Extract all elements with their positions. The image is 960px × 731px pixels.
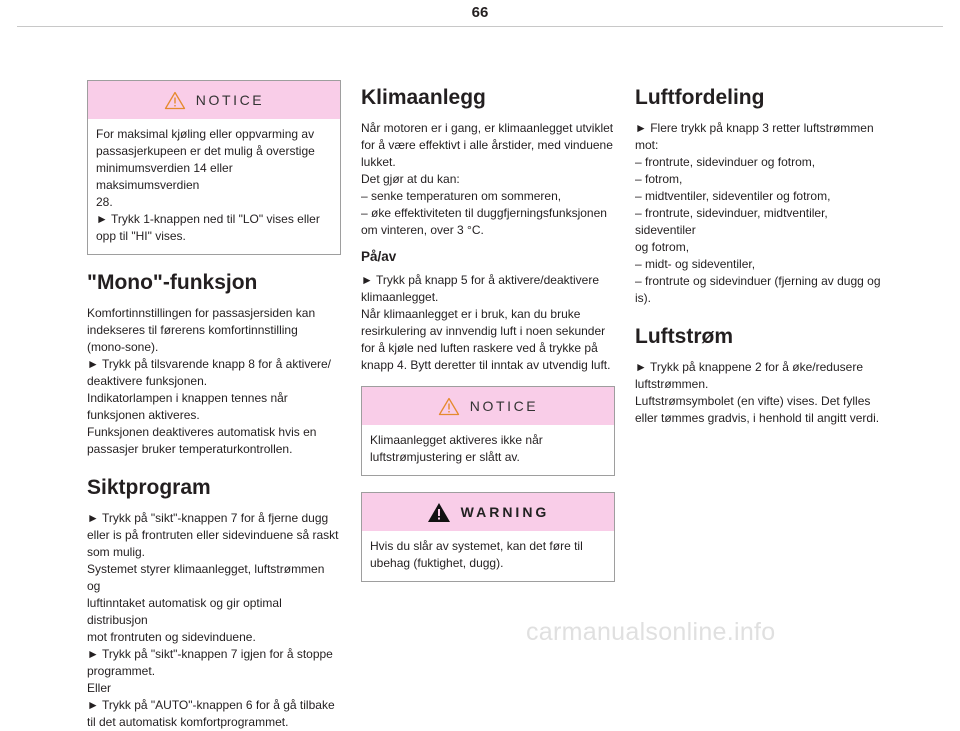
paav-line: Når klimaanlegget er i bruk, kan du bruke (361, 307, 581, 321)
sikt-line: Systemet styrer klimaanlegget, luftstrømmen og (87, 562, 325, 593)
luftfordeling-line: ► Flere trykk på knapp 3 retter luftstrømmen (635, 121, 874, 135)
notice-title: NOTICE (195, 92, 265, 108)
notice-line: 28. (96, 195, 113, 209)
luftfordeling-line: og fotrom, (635, 240, 690, 254)
luftfordeling-line: – fotrom, (635, 172, 683, 186)
watermark: carmanualsonline.info (526, 618, 776, 646)
top-divider (17, 26, 943, 27)
notice-line: minimumsverdien 14 eller maksimumsverdien (96, 161, 233, 192)
notice-title: NOTICE (469, 398, 539, 414)
paav-line: klimaanlegget. (361, 290, 439, 304)
spacer (87, 458, 341, 470)
paav-line: ► Trykk på knapp 5 for å aktivere/deaktivere (361, 273, 599, 287)
sikt-heading: Siktprogram (87, 476, 211, 499)
warning-body (362, 531, 614, 581)
klima-line: Når motoren er i gang, er klimaanlegget utviklet (361, 121, 614, 135)
mono-heading: "Mono"-funksjon (87, 271, 258, 294)
mono-line: indekseres til førerens komfortinnstilling (87, 323, 298, 337)
warning-box (361, 492, 615, 582)
notice-body (362, 425, 614, 475)
warning-triangle-filled-icon (427, 502, 451, 523)
klima-line: – senke temperaturen om sommeren, (361, 189, 562, 203)
luftstrom-line: Luftstrømsymbolet (en vifte) vises. Det fylles (635, 394, 871, 408)
mono-line: Funksjonen deaktiveres automatisk hvis en (87, 425, 317, 439)
luftstrom-line: eller tømmes gradvis, i henhold til angitt verdi. (635, 411, 880, 425)
mono-line: deaktivere funksjonen. (87, 374, 208, 388)
warning-triangle-outline-icon (438, 397, 460, 416)
notice-body (88, 119, 340, 254)
luftstrom-line: luftstrømmen. (635, 377, 709, 391)
luftfordeling-line: – frontrute og sidevinduer (fjerning av dugg og (635, 274, 881, 288)
klima-line: om vinteren, over 3 °C. (361, 223, 484, 237)
luftfordeling-line: – frontrute, sidevinduer, midtventiler, sideventiler (635, 206, 828, 237)
mono-line: Komfortinnstillingen for passasjersiden kan (87, 306, 316, 320)
mono-line: ► Trykk på tilsvarende knapp 8 for å aktivere/ (87, 357, 331, 371)
column-2 (361, 80, 615, 598)
luftstrom-heading: Luftstrøm (635, 325, 733, 348)
klima-line: for å være effektivt i alle årstider, med vinduene (361, 138, 613, 152)
sikt-line: programmet. (87, 664, 156, 678)
mono-line: passasjer bruker temperaturkontrollen. (87, 442, 293, 456)
klima-line: – øke effektiviteten til duggfjerningsfunksjonen (361, 206, 607, 220)
warning-title: WARNING (460, 504, 550, 520)
warning-line: ubehag (fuktighet, dugg). (370, 556, 504, 570)
warning-triangle-outline-icon (164, 91, 186, 110)
sikt-line: som mulig. (87, 545, 146, 559)
sikt-line: mot frontruten og sidevinduene. (87, 630, 256, 644)
mono-line: (mono-sone). (87, 340, 159, 354)
spacer (635, 307, 889, 319)
paav-heading: På/av (361, 249, 397, 264)
column-3 (635, 80, 889, 427)
notice-line: For maksimal kjøling eller oppvarming av (96, 127, 315, 141)
sikt-line: ► Trykk på "sikt"-knappen 7 igjen for å stoppe (87, 647, 333, 661)
notice-line: opp til "HI" vises. (96, 229, 186, 243)
sikt-line: ► Trykk på "sikt"-knappen 7 for å fjerne dugg (87, 511, 329, 525)
sikt-line: luftinntaket automatisk og gir optimal distribusjon (87, 596, 282, 627)
luftfordeling-line: – frontrute, sidevinduer og fotrom, (635, 155, 816, 169)
paav-line: for å kjøle ned luften raskere ved å trykke på (361, 341, 598, 355)
luftfordeling-heading: Luftfordeling (635, 86, 765, 109)
page-number: 66 (471, 4, 489, 21)
mono-line: Indikatorlampen i knappen tennes når (87, 391, 288, 405)
warning-header (362, 493, 614, 531)
notice-line: ► Trykk 1-knappen ned til "LO" vises eller (96, 212, 320, 226)
klima-line: lukket. (361, 155, 396, 169)
sikt-line: Eller (87, 681, 112, 695)
warning-line: Hvis du slår av systemet, kan det føre til (370, 539, 583, 553)
luftstrom-line: ► Trykk på knappene 2 for å øke/redusere (635, 360, 863, 374)
sikt-line: ► Trykk på "AUTO"-knappen 6 for å gå tilbake (87, 698, 335, 712)
notice-box-2 (361, 386, 615, 476)
klima-heading: Klimaanlegg (361, 86, 486, 109)
notice-line: luftstrømjustering er slått av. (370, 450, 520, 464)
luftfordeling-line: – midt- og sideventiler, (635, 257, 756, 271)
luftfordeling-line: is). (635, 291, 651, 305)
mono-line: funksjonen aktiveres. (87, 408, 200, 422)
klima-line: Det gjør at du kan: (361, 172, 460, 186)
paav-line: resirkulering av innvendig luft i noen sekunder (361, 324, 606, 338)
notice-line: Klimaanlegget aktiveres ikke når (370, 433, 543, 447)
notice-box-1 (87, 80, 341, 255)
sikt-line: eller is på frontruten eller sidevinduene så raskt (87, 528, 339, 542)
sikt-line: til det automatisk komfortprogrammet. (87, 715, 289, 729)
luftfordeling-line: mot: (635, 138, 659, 152)
notice-header (362, 387, 614, 425)
column-1 (87, 80, 341, 731)
notice-header (88, 81, 340, 119)
luftfordeling-line: – midtventiler, sideventiler og fotrom, (635, 189, 831, 203)
notice-line: passasjerkupeen er det mulig å overstige (96, 144, 315, 158)
paav-line: knapp 4. Bytt deretter til inntak av utvendig luft. (361, 358, 611, 372)
spacer (361, 374, 615, 386)
